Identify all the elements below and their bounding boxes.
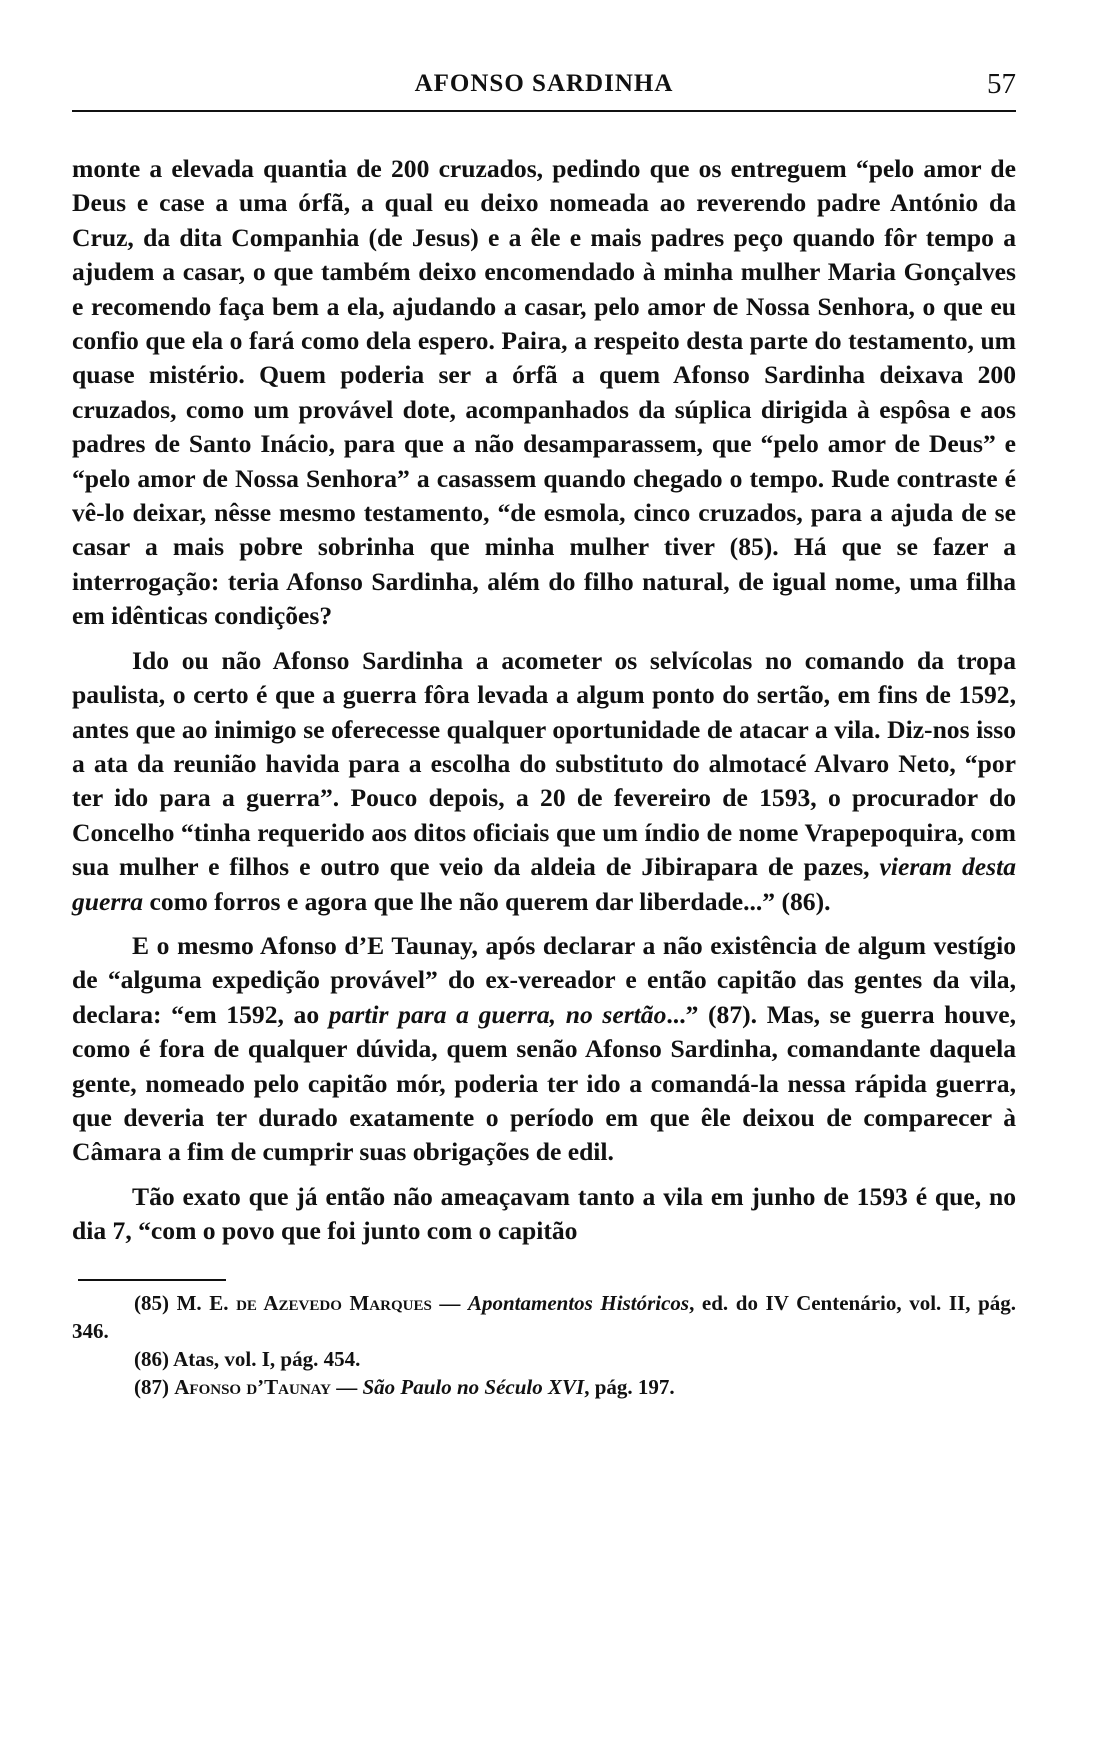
paragraph-2-text-b: como forros e agora que lhe não querem dar liberdade...” (86). xyxy=(143,886,831,916)
footnote-85-author: M. E. de Azevedo Marques xyxy=(176,1290,432,1315)
footnote-87 xyxy=(72,1373,1016,1401)
paragraph-3-text-b: ...” (87). Mas, se guerra houve, como é fora de qualquer dúvida, quem senão Afonso Sardinha, comandante daquela gente, nomeado pelo capitão mór, poderia ter ido a comandá-la nessa rápida guerra, que deveria ter durado exatamente o período em que êle deixou de comparecer à Câmara a fim de cumprir suas obrigações de edil. xyxy=(72,999,1016,1167)
footnote-85-dash: — xyxy=(431,1290,468,1315)
footnote-87-number: (87) xyxy=(134,1374,169,1399)
footnote-87-rest: , pág. 197. xyxy=(584,1374,675,1399)
footnote-rule xyxy=(78,1279,226,1281)
paragraph-3-text-a: E o mesmo Afonso d’E Taunay, após declarar a não existência de algum vestígio de “alguma expedição provável” do ex-vereador e então capitão das gentes da vila, declara: “em 1592, ao xyxy=(72,930,1016,1029)
footnote-87-title: São Paulo no Século XVI xyxy=(362,1374,585,1399)
paragraph-2-text-a: Ido ou não Afonso Sardinha a acometer os selvícolas no comando da tropa paulista, o certo é que a guerra fôra levada a algum ponto do sertão, em fins de 1592, antes que ao inimigo se oferecesse qualquer oportunidade de atacar a vila. Diz-nos isso a ata da reunião havida para a escolha do substituto do almotacé Alvaro Neto, “por ter ido para a guerra”. Pouco depois, a 20 de fevereiro de 1593, o procurador do Concelho “tinha requerido aos ditos oficiais que um índio de nome Vrapepoquira, com sua mulher e filhos e outro que veio da aldeia de Jibirapara de pazes, xyxy=(72,645,1016,882)
paragraph-1: monte a elevada quantia de 200 cruzados, pedindo que os entreguem “pelo amor de Deus e case a uma órfã, a qual eu deixo nomeada ao reverendo padre António da Cruz, da dita Companhia (de Jesus) e a êle e mais padres peço quando fôr tempo a ajudem a casar, o que também deixo encomendado à minha mulher Maria Gonçalves e recomendo faça bem a ela, ajudando a casar, pelo amor de Nossa Senhora, o que eu confio que ela o fará como dela espero. Paira, a respeito desta parte do testamento, um quase mistério. Quem poderia ser a órfã a quem Afonso Sardinha deixava 200 cruzados, como um provável dote, acompanhados da súplica dirigida à espôsa e aos padres de Santo Inácio, para que a não desamparassem, que “pelo amor de Deus” e “pelo amor de Nossa Senhora” a casassem quando chegado o tempo. Rude contraste é vê-lo deixar, nêsse mesmo testamento, “de esmola, cinco cruzados, para a ajuda de se casar a mais pobre sobrinha que minha mulher tiver (85). Há que se fazer a interrogação: teria Afonso Sardinha, além do filho natural, de igual nome, uma filha em idênticas condições? xyxy=(72,154,1016,631)
footnote-86-text: Atas, vol. I, pág. 454. xyxy=(173,1346,361,1371)
footnote-85-title: Apontamentos Históricos xyxy=(467,1290,690,1315)
paragraph-2-italic: vieram desta guerra xyxy=(72,852,1016,916)
footnote-86-number: (86) xyxy=(134,1346,169,1371)
paragraph-3 xyxy=(72,929,1016,1170)
page-number: 57 xyxy=(987,68,1016,100)
footnote-86 xyxy=(72,1345,1016,1373)
footnotes xyxy=(72,1289,1016,1401)
footnote-85 xyxy=(72,1289,1016,1345)
footnote-85-rest: , ed. do IV Centenário, vol. II, pág. 346. xyxy=(72,1290,1017,1343)
running-header xyxy=(72,64,1016,112)
running-title: AFONSO SARDINHA xyxy=(414,70,674,97)
paragraph-4: Tão exato que já então não ameaçavam tanto a vila em junho de 1593 é que, no dia 7, “com o povo que foi junto com o capitão xyxy=(72,1181,1016,1246)
footnote-85-number: (85) xyxy=(134,1290,169,1315)
footnote-87-author: Afonso d’Taunay xyxy=(174,1374,331,1399)
paragraph-3-italic: partir para a guerra, no sertão xyxy=(328,999,667,1029)
book-page xyxy=(72,64,1016,1401)
body-text xyxy=(72,152,1016,1249)
paragraph-2 xyxy=(72,644,1016,919)
footnote-87-dash: — xyxy=(330,1374,363,1399)
